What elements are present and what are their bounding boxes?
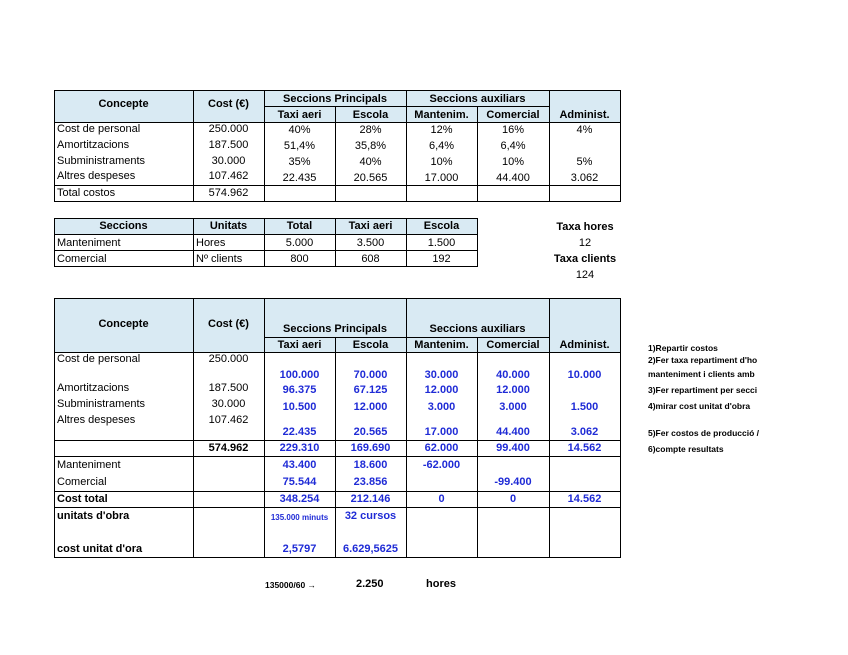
note-item: 4)mirar cost unitat d'obra	[648, 401, 751, 411]
taxa-clients-label: Taxa clients	[553, 253, 617, 265]
header-seccions-principals: Seccions Principals	[283, 323, 387, 335]
hours-value: 2.250	[356, 578, 384, 590]
header-seccions-principals: Seccions Principals	[283, 93, 387, 105]
note-item: 5)Fer costos de producció /	[648, 428, 759, 438]
header-escola: Escola	[352, 339, 389, 351]
hours-formula: 135000/60 →	[265, 580, 317, 590]
note-item: 1)Repartir costos	[648, 343, 718, 353]
header-unitats: Unitats	[209, 220, 248, 232]
note-item: 2)Fer taxa repartiment d'ho	[648, 355, 758, 365]
header-concepte: Concepte	[98, 318, 149, 330]
note-item: 6)compte resultats	[648, 444, 724, 454]
note-item: manteniment i clients amb	[648, 369, 755, 379]
header-taxi-aeri: Taxi aeri	[277, 109, 322, 121]
header-administ: Administ.	[559, 109, 610, 121]
taxa-clients-value: 124	[575, 269, 595, 281]
header-mantenim: Mantenim.	[414, 339, 469, 351]
header-concepte: Concepte	[98, 98, 149, 110]
header-comercial: Comercial	[486, 109, 540, 121]
header-cost: Cost (€)	[208, 98, 249, 110]
hours-unit: hores	[426, 578, 456, 590]
header-taxi-aeri: Taxi aeri	[277, 339, 322, 351]
header-seccions-auxiliars: Seccions auxiliars	[429, 323, 526, 335]
taxa-hores-label: Taxa hores	[556, 221, 614, 233]
header-taxi-aeri: Taxi aeri	[348, 220, 393, 232]
header-escola: Escola	[423, 220, 460, 232]
header-administ: Administ.	[559, 339, 610, 351]
header-total: Total	[286, 220, 313, 232]
header-escola: Escola	[352, 109, 389, 121]
note-item: 3)Fer repartiment per secci	[648, 385, 758, 395]
header-seccions-auxiliars: Seccions auxiliars	[429, 93, 526, 105]
header-comercial: Comercial	[486, 339, 540, 351]
header-cost: Cost (€)	[208, 318, 249, 330]
header-seccions: Seccions	[99, 220, 148, 232]
taxa-hores-value: 12	[578, 237, 592, 249]
header-mantenim: Mantenim.	[414, 109, 469, 121]
